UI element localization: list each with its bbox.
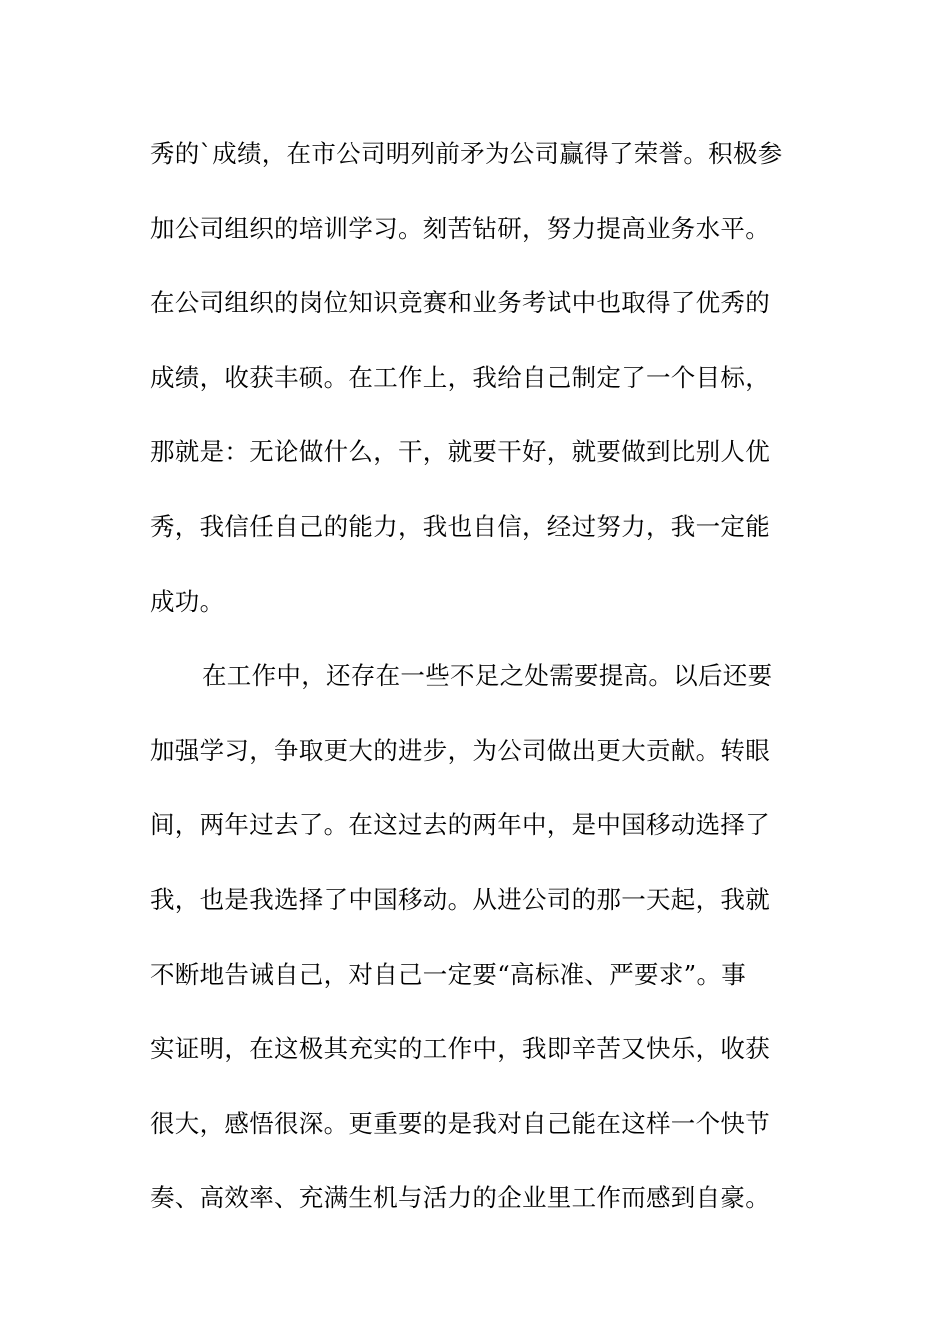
text-line: 那就是：无论做什么，干，就要干好，就要做到比别人优 <box>150 437 770 467</box>
text-line: 成绩，收获丰硕。在工作上，我给自己制定了一个目标， <box>150 362 770 392</box>
text-line: 秀，我信任自己的能力，我也自信，经过努力，我一定能 <box>150 511 770 541</box>
text-line: 加公司组织的培训学习。刻苦钻研，努力提高业务水平。 <box>150 213 770 243</box>
text-line: 奏、高效率、充满生机与活力的企业里工作而感到自豪。 <box>150 1183 770 1213</box>
text-line: 不断地告诫自己，对自己一定要“高标准、严要求”。事 <box>150 959 747 989</box>
text-line: 秀的`成绩，在市公司明列前矛为公司赢得了荣誉。积极参 <box>150 139 783 168</box>
text-line: 成功。 <box>150 586 225 616</box>
body-text <box>150 117 810 1236</box>
text-line-indented: 在工作中，还存在一些不足之处需要提高。以后还要 <box>202 661 773 691</box>
text-line: 在公司组织的岗位知识竞赛和业务考试中也取得了优秀的 <box>150 288 770 318</box>
text-line: 很大，感悟很深。更重要的是我对自己能在这样一个快节 <box>150 1108 770 1138</box>
text-line: 加强学习，争取更大的进步，为公司做出更大贡献。转眼 <box>150 735 770 765</box>
text-line: 我，也是我选择了中国移动。从进公司的那一天起，我就 <box>150 884 770 914</box>
text-line: 实证明，在这极其充实的工作中，我即辛苦又快乐，收获 <box>150 1034 770 1064</box>
paragraph-1 <box>150 117 810 639</box>
text-line: 间，两年过去了。在这过去的两年中，是中国移动选择了 <box>150 810 770 840</box>
paragraph-2 <box>150 639 810 1236</box>
